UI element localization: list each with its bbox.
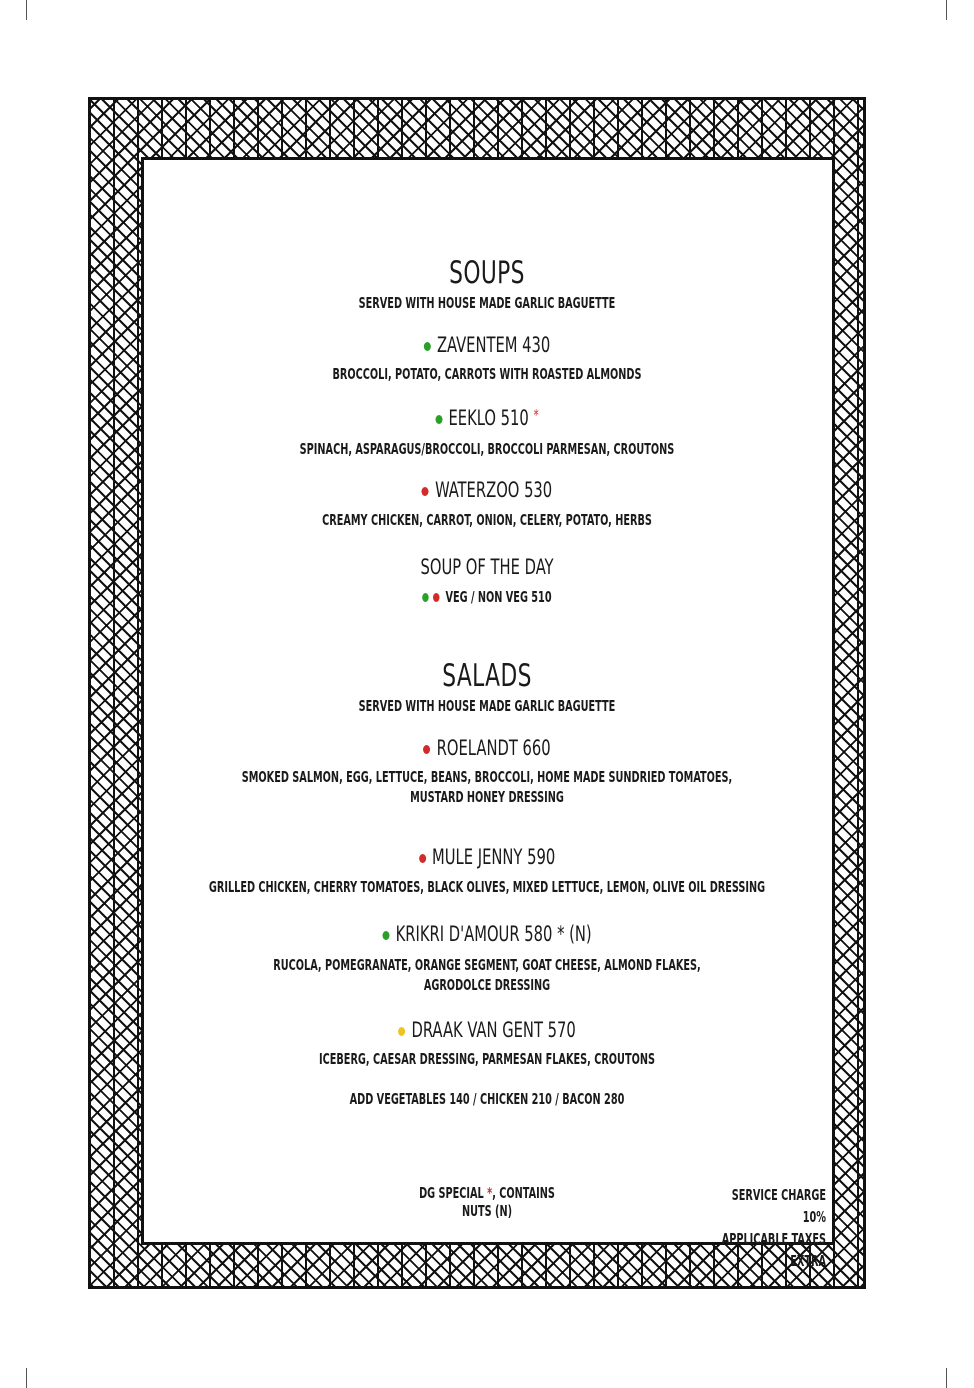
item-name: WATERZOO 530	[435, 478, 553, 502]
item-description: MUSTARD HONEY DRESSING	[410, 788, 564, 806]
service-charge: SERVICE CHARGE 10%	[731, 1186, 826, 1226]
nonveg-dot-icon	[422, 487, 429, 496]
item-description: SPINACH, ASPARAGUS/BROCCOLI, BROCCOLI PARMESAN, CROUTONS	[299, 440, 675, 458]
egg-dot-icon	[398, 1027, 405, 1036]
item-description: CREAMY CHICKEN, CARROT, ONION, CELERY, POTATO, HERBS	[322, 511, 652, 529]
menu-item	[107, 736, 867, 760]
nonveg-dot-icon	[423, 745, 430, 754]
veg-dot-icon	[422, 593, 428, 602]
item-description: AGRODOLCE DRESSING	[423, 976, 551, 994]
item-description: SMOKED SALMON, EGG, LETTUCE, BEANS, BROCCOLI, HOME MADE SUNDRIED TOMATOES,	[241, 768, 733, 786]
special-marker: *	[533, 406, 539, 424]
legend-prefix: DG SPECIAL	[419, 1184, 484, 1202]
item-name: DRAAK VAN GENT 570	[411, 1018, 576, 1042]
veg-dot-icon	[424, 342, 431, 351]
legend	[404, 1184, 570, 1220]
menu-item	[107, 406, 867, 430]
soup-of-day-desc: VEG / NON VEG 510	[445, 588, 552, 606]
item-name: KRIKRI D'AMOUR 580 * (N)	[395, 922, 592, 946]
crop-mark	[26, 0, 27, 20]
section-title-soups: SOUPS	[449, 255, 525, 291]
menu-item	[107, 922, 867, 946]
menu-item	[107, 1018, 867, 1042]
section-subtitle-soups: SERVED WITH HOUSE MADE GARLIC BAGUETTE	[358, 294, 616, 312]
item-description: RUCOLA, POMEGRANATE, ORANGE SEGMENT, GOAT CHEESE, ALMOND FLAKES,	[273, 956, 701, 974]
addons: ADD VEGETABLES 140 / CHICKEN 210 / BACON 280	[349, 1090, 625, 1108]
nonveg-dot-icon	[433, 593, 439, 602]
menu-item	[107, 478, 867, 502]
item-name: EEKLO 510	[448, 406, 529, 430]
taxes-note: APPLICABLE TAXES EXTRA	[721, 1230, 826, 1270]
nonveg-dot-icon	[419, 854, 426, 863]
soup-of-day-title: SOUP OF THE DAY	[420, 555, 554, 579]
crop-mark	[946, 1368, 947, 1388]
item-description: BROCCOLI, POTATO, CARROTS WITH ROASTED ALMONDS	[332, 365, 642, 383]
item-description: ICEBERG, CAESAR DRESSING, PARMESAN FLAKES, CROUTONS	[319, 1050, 655, 1068]
item-name: ROELANDT 660	[436, 736, 551, 760]
crop-mark	[26, 1368, 27, 1388]
menu-item	[107, 845, 867, 869]
item-name: MULE JENNY 590	[432, 845, 556, 869]
item-name: ZAVENTEM 430	[436, 333, 551, 357]
veg-dot-icon	[435, 415, 442, 424]
item-description: GRILLED CHICKEN, CHERRY TOMATOES, BLACK OLIVES, MIXED LETTUCE, LEMON, OLIVE OIL DRESSING	[208, 878, 766, 896]
charges-note	[706, 1184, 826, 1272]
legend-suffix: , CONTAINS NUTS (N)	[461, 1184, 555, 1220]
section-title-salads: SALADS	[442, 658, 532, 694]
veg-dot-icon	[382, 931, 389, 940]
crop-mark	[946, 0, 947, 20]
legend-star: *	[487, 1184, 493, 1202]
section-subtitle-salads: SERVED WITH HOUSE MADE GARLIC BAGUETTE	[358, 697, 616, 715]
menu-item	[107, 333, 867, 357]
soup-of-day	[136, 587, 837, 607]
